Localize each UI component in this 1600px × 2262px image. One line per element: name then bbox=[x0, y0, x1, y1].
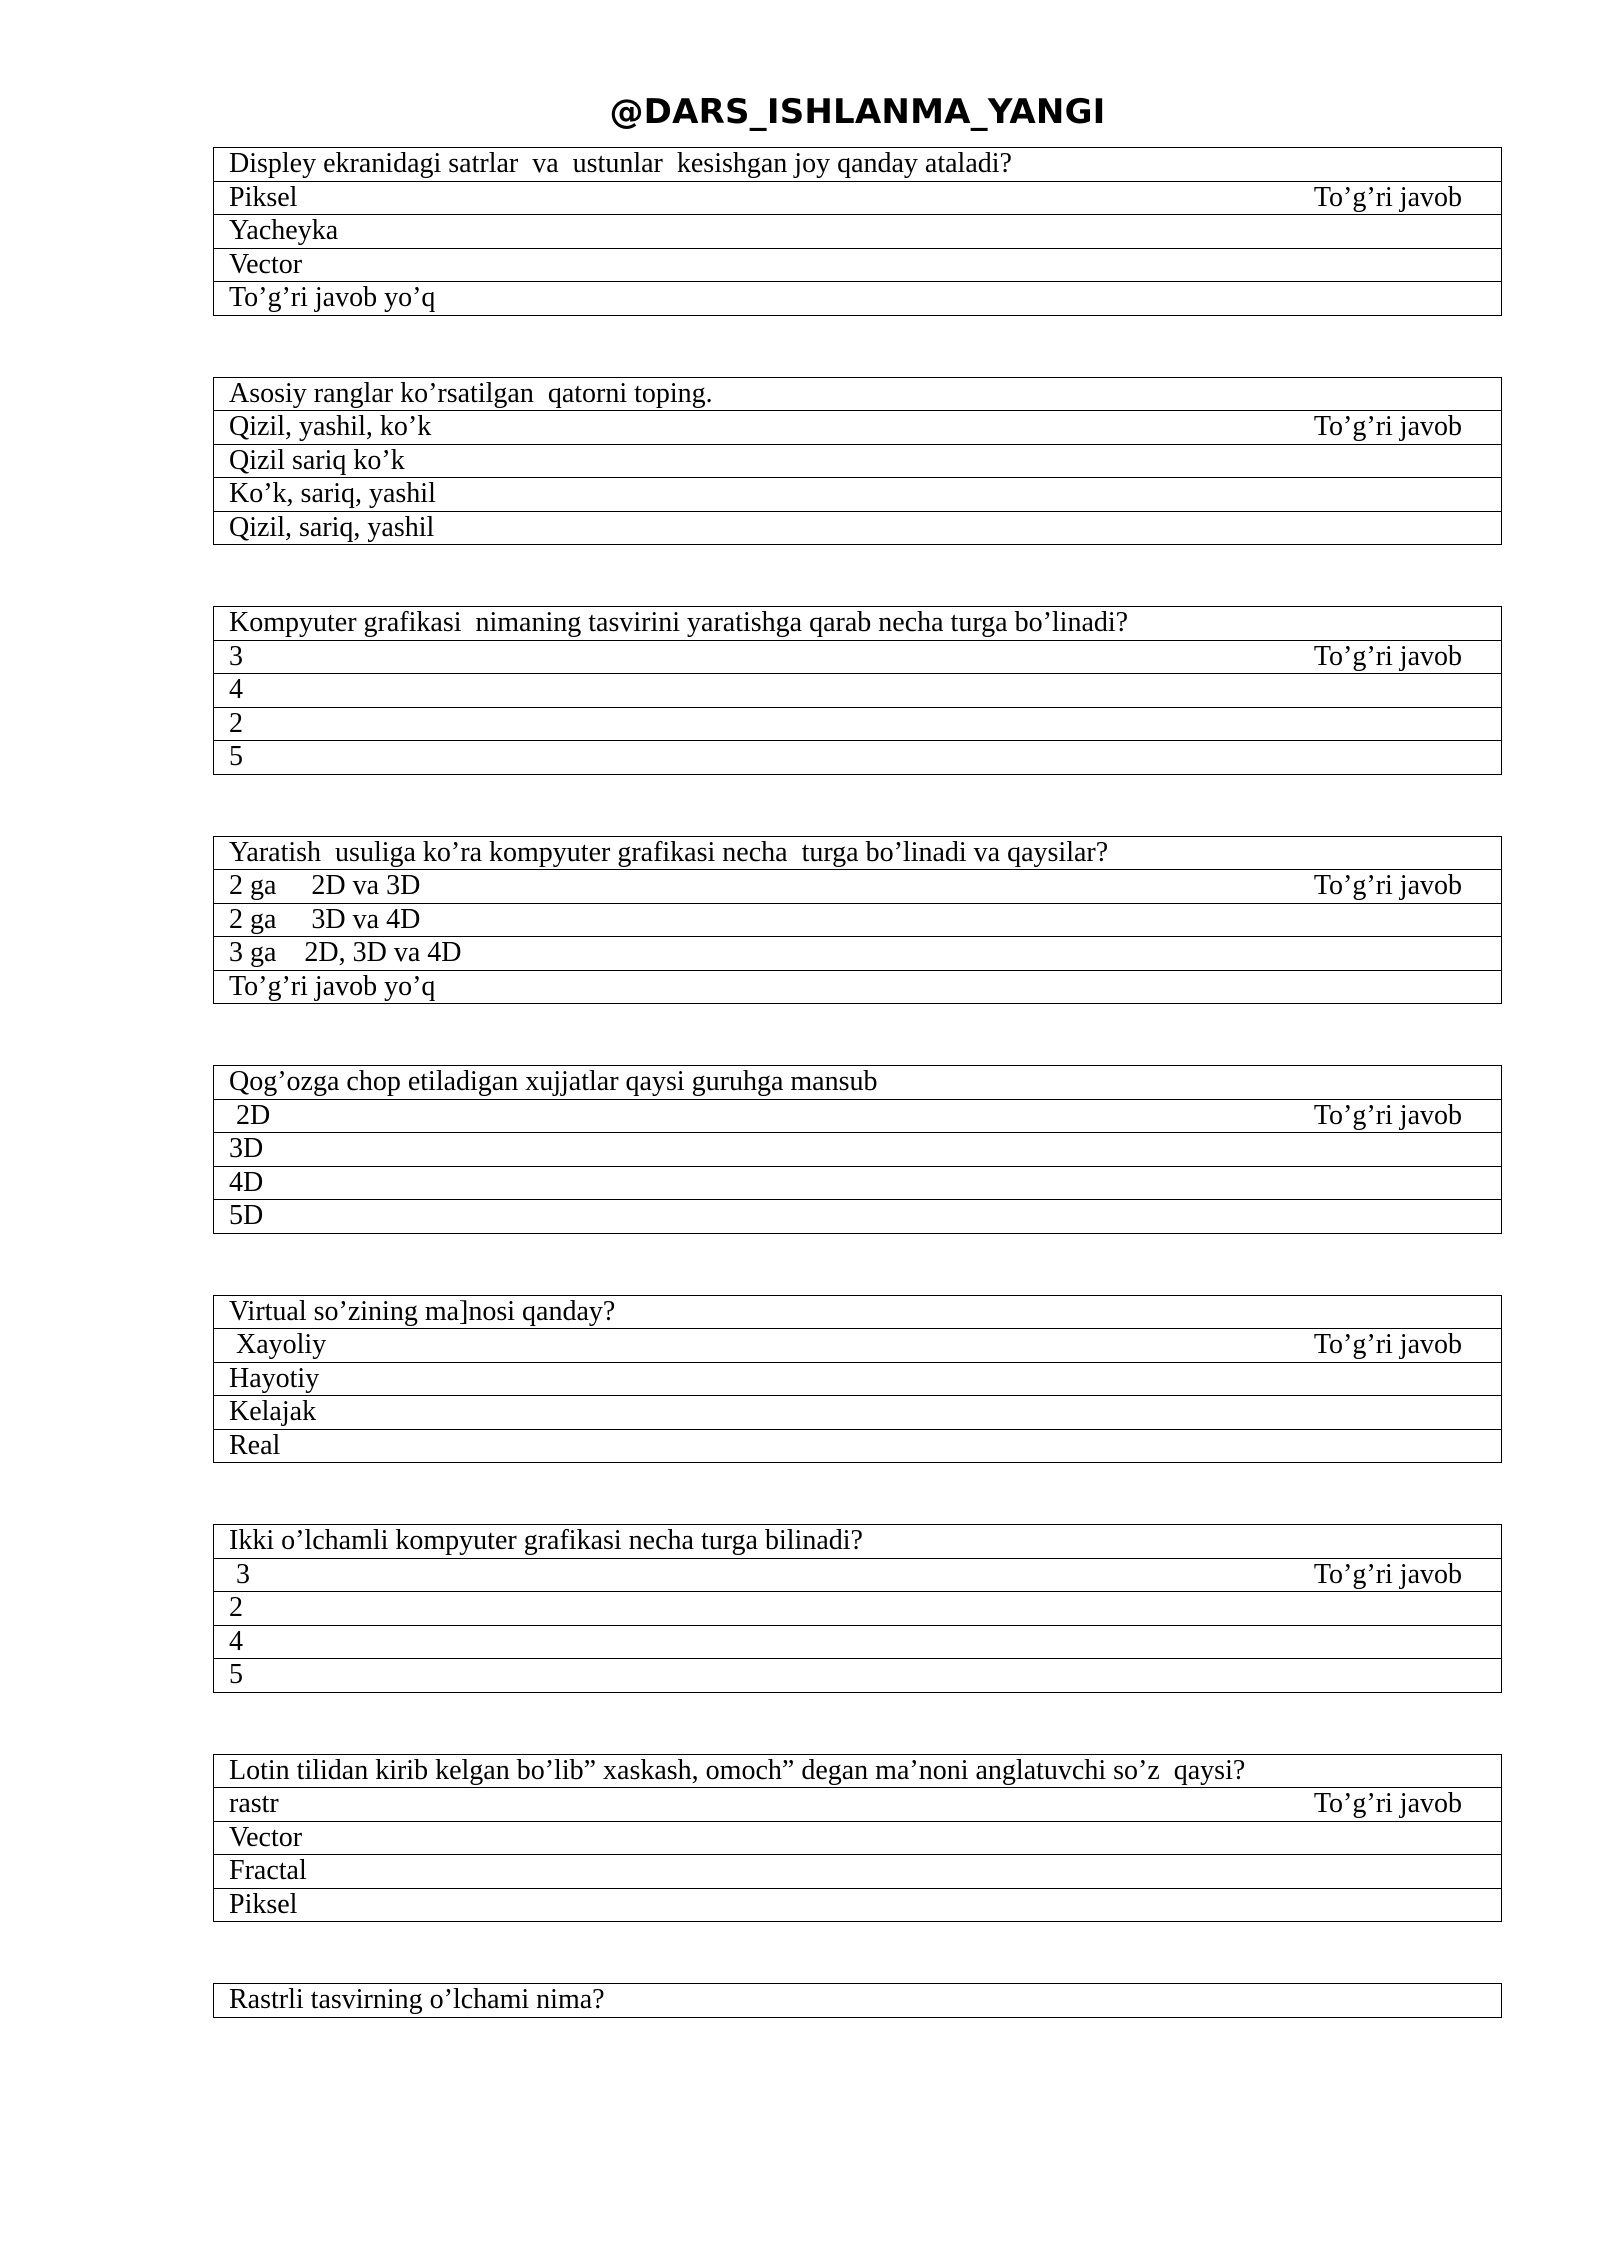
question-block bbox=[213, 1524, 1502, 1693]
option-row bbox=[214, 181, 1502, 215]
question-text: Rastrli tasvirning o’lchami nima? bbox=[214, 1984, 1502, 2018]
option-row: 2 bbox=[214, 1592, 1502, 1626]
question-text: Displey ekranidagi satrlar va ustunlar kesishgan joy qanday ataladi? bbox=[214, 148, 1502, 182]
option-text: Xayoliy bbox=[229, 1329, 327, 1361]
option-row: Qizil, sariq, yashil bbox=[214, 511, 1502, 545]
option-row: Vector bbox=[214, 1821, 1502, 1855]
option-row: 2 bbox=[214, 707, 1502, 741]
page-header: @DARS_ISHLANMA_YANGI bbox=[609, 92, 1106, 132]
correct-answer-mark: To’g’ri javob bbox=[1313, 1558, 1462, 1590]
option-row: Real bbox=[214, 1429, 1502, 1463]
question-block bbox=[213, 1754, 1502, 1923]
question-block bbox=[213, 377, 1502, 546]
option-row bbox=[214, 1558, 1502, 1592]
correct-answer-mark: To’g’ri javob bbox=[1313, 1099, 1462, 1131]
option-text: 3 bbox=[229, 640, 243, 672]
option-row: Yacheyka bbox=[214, 215, 1502, 249]
question-text: Virtual so’zining ma]nosi qanday? bbox=[214, 1295, 1502, 1329]
correct-answer-mark: To’g’ri javob bbox=[1313, 640, 1462, 672]
correct-answer-mark: To’g’ri javob bbox=[1313, 1329, 1462, 1361]
option-row bbox=[214, 1329, 1502, 1363]
correct-answer-mark: To’g’ri javob bbox=[1313, 181, 1462, 213]
option-row: To’g’ri javob yo’q bbox=[214, 282, 1502, 316]
option-row bbox=[214, 411, 1502, 445]
correct-answer-mark: To’g’ri javob bbox=[1313, 411, 1462, 443]
option-row: Fractal bbox=[214, 1855, 1502, 1889]
option-row: 4 bbox=[214, 674, 1502, 708]
option-row: 3 ga 2D, 3D va 4D bbox=[214, 937, 1502, 971]
question-text: Yaratish usuliga ko’ra kompyuter grafikasi necha turga bo’linadi va qaysilar? bbox=[214, 836, 1502, 870]
option-row bbox=[214, 640, 1502, 674]
option-row: 5 bbox=[214, 741, 1502, 775]
option-row: 4D bbox=[214, 1166, 1502, 1200]
question-text: Ikki o’lchamli kompyuter grafikasi necha turga bilinadi? bbox=[214, 1525, 1502, 1559]
question-block bbox=[213, 606, 1502, 775]
question-block bbox=[213, 1983, 1502, 2018]
option-text: Qizil, yashil, ko’k bbox=[229, 411, 432, 443]
option-text: Piksel bbox=[229, 181, 298, 213]
option-row bbox=[214, 870, 1502, 904]
option-row: 2 ga 3D va 4D bbox=[214, 903, 1502, 937]
question-text: Lotin tilidan kirib kelgan bo’lib” xaskash, omoch” degan ma’noni anglatuvchi so’z qaysi? bbox=[214, 1754, 1502, 1788]
correct-answer-mark: To’g’ri javob bbox=[1313, 870, 1462, 902]
question-text: Qog’ozga chop etiladigan xujjatlar qaysi guruhga mansub bbox=[214, 1066, 1502, 1100]
question-block bbox=[213, 1295, 1502, 1464]
correct-answer-mark: To’g’ri javob bbox=[1313, 1788, 1462, 1820]
question-block bbox=[213, 836, 1502, 1005]
option-row: Ko’k, sariq, yashil bbox=[214, 478, 1502, 512]
question-block bbox=[213, 1065, 1502, 1234]
question-block bbox=[213, 147, 1502, 316]
option-row bbox=[214, 1788, 1502, 1822]
option-text: 2 ga 2D va 3D bbox=[229, 870, 421, 902]
option-row: 3D bbox=[214, 1133, 1502, 1167]
option-row bbox=[214, 1099, 1502, 1133]
option-row: Qizil sariq ko’k bbox=[214, 444, 1502, 478]
option-text: 3 bbox=[229, 1558, 250, 1590]
question-text: Asosiy ranglar ko’rsatilgan qatorni toping. bbox=[214, 377, 1502, 411]
option-row: Vector bbox=[214, 248, 1502, 282]
option-row: Hayotiy bbox=[214, 1362, 1502, 1396]
question-text: Kompyuter grafikasi nimaning tasvirini yaratishga qarab necha turga bo’linadi? bbox=[214, 607, 1502, 641]
quiz-list bbox=[213, 147, 1502, 2079]
option-row: 5 bbox=[214, 1659, 1502, 1693]
option-row: 4 bbox=[214, 1625, 1502, 1659]
option-row: Piksel bbox=[214, 1888, 1502, 1922]
option-row: Kelajak bbox=[214, 1396, 1502, 1430]
option-row: 5D bbox=[214, 1200, 1502, 1234]
option-text: rastr bbox=[229, 1788, 279, 1820]
option-text: 2D bbox=[229, 1099, 271, 1131]
option-row: To’g’ri javob yo’q bbox=[214, 970, 1502, 1004]
